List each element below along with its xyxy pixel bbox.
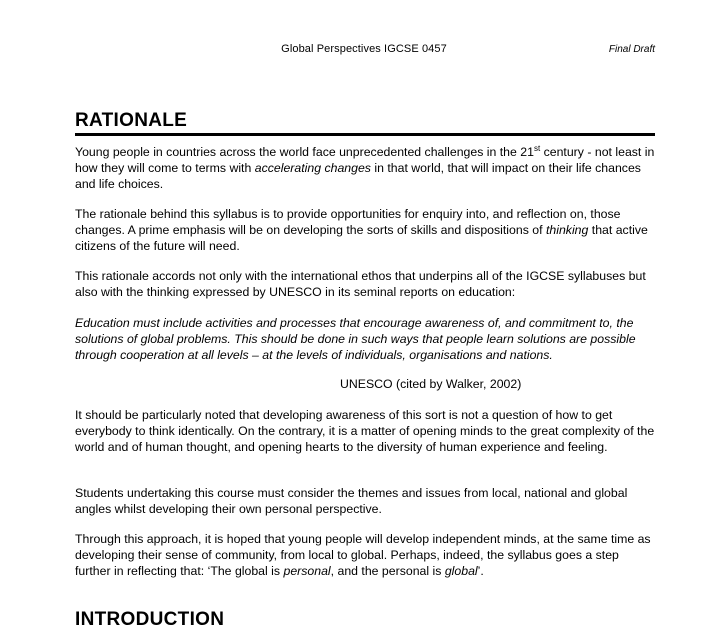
rationale-paragraph-2: The rationale behind this syllabus is to provide opportunities for enquiry into, and reflection on, those changes. A prime emphasis will be on developing the sorts of skills and dispositions of thinking that active citizens of the future will need.: [75, 207, 648, 253]
unesco-quote: Education must include activities and processes that encourage awareness of, and commitment to, the solutions of global problems. This should be done in such ways that people learn solutions are possible through cooperation at all levels – at the levels of individuals, organisations and nations.: [75, 316, 636, 362]
document-status: Final Draft: [608, 44, 655, 55]
introduction-heading: INTRODUCTION: [75, 609, 225, 630]
quote-citation: UNESCO (cited by Walker, 2002): [340, 377, 522, 391]
document-header-title: Global Perspectives IGCSE 0457: [281, 43, 447, 55]
rationale-paragraph-5: Students undertaking this course must consider the themes and issues from local, national and global angles whilst developing their own personal perspective.: [75, 486, 628, 516]
heading-rule: [75, 133, 655, 136]
rationale-paragraph-4: It should be particularly noted that developing awareness of this sort is not a question of how to get everybody to think identically. On the contrary, it is a matter of opening minds to the great complexity of the world and of human thought, and opening hearts to the diversity of human experience and feeling.: [75, 408, 655, 454]
rationale-paragraph-6: Through this approach, it is hoped that young people will develop independent minds, at the same time as developing their sense of community, from local to global. Perhaps, indeed, the syllabus goes a step further in reflecting that: ‘The global is personal, and the personal is global’.: [75, 532, 651, 578]
rationale-heading: RATIONALE: [75, 110, 188, 131]
rationale-paragraph-1: Young people in countries across the world face unprecedented challenges in the 21st century - not least in how they will come to terms with accelerating changes in that world, that will impact on their life chances and life choices.: [75, 144, 655, 191]
rationale-paragraph-3: This rationale accords not only with the international ethos that underpins all of the IGCSE syllabuses but also with the thinking expressed by UNESCO in its seminal reports on education:: [75, 269, 646, 299]
